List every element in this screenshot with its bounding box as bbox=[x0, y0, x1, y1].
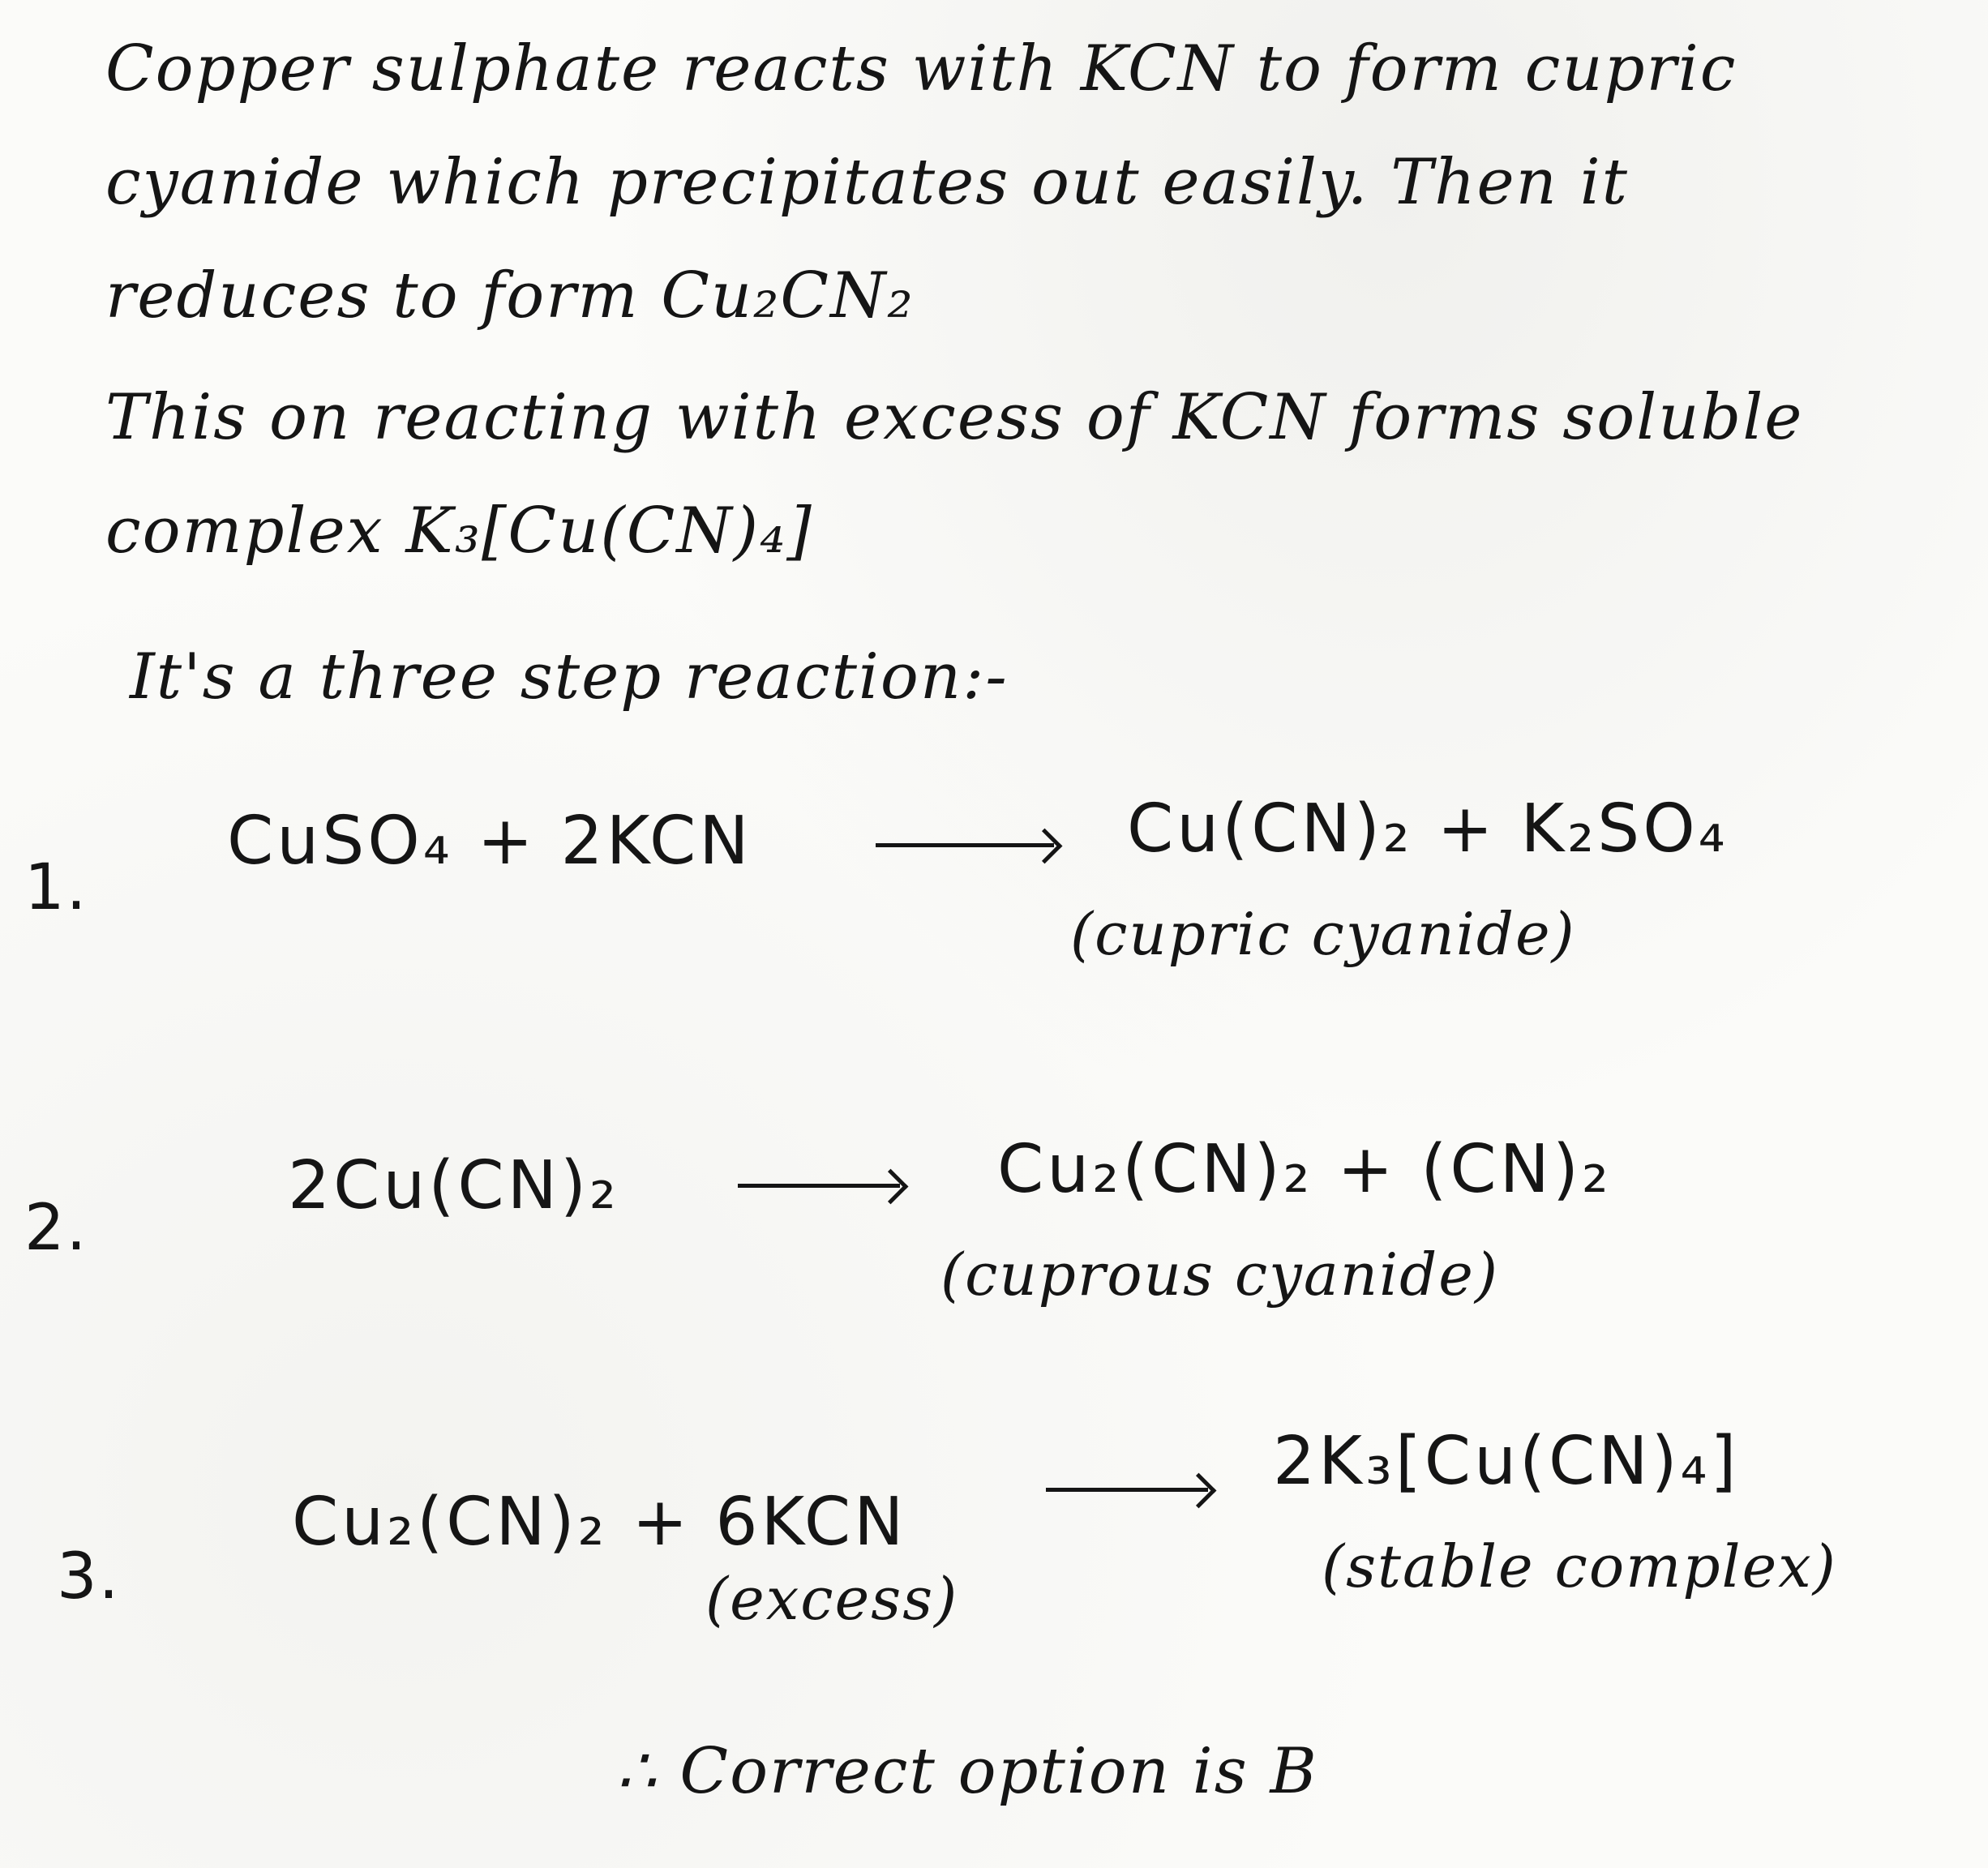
step-3-reactant-note: (excess) bbox=[705, 1565, 959, 1633]
intro-line-1: Copper sulphate reacts with KCN to form cupric bbox=[105, 32, 1737, 105]
step-2-note: (cuprous cyanide) bbox=[940, 1240, 1499, 1309]
step-2-products: Cu₂(CN)₂ + (CN)₂ bbox=[997, 1131, 1612, 1208]
intro-line-5: complex K₃[Cu(CN)₄] bbox=[105, 495, 813, 568]
intro-line-2: cyanide which precipitates out easily. Then it bbox=[105, 146, 1629, 219]
step-3-products: 2K₃[Cu(CN)₄] bbox=[1273, 1423, 1740, 1500]
intro-line-4: This on reacting with excess of KCN forms soluble bbox=[105, 381, 1804, 454]
step-1-arrow bbox=[876, 843, 1054, 847]
step-2-arrow bbox=[738, 1184, 900, 1188]
step-1-number: 1. bbox=[24, 851, 88, 924]
step-1-products: Cu(CN)₂ + K₂SO₄ bbox=[1127, 790, 1729, 868]
intro-line-3: reduces to form Cu₂CN₂ bbox=[105, 259, 915, 332]
step-1-reactants: CuSO₄ + 2KCN bbox=[227, 803, 752, 880]
step-2-reactants: 2Cu(CN)₂ bbox=[288, 1147, 619, 1224]
step-3-arrow bbox=[1046, 1488, 1208, 1492]
step-2-number: 2. bbox=[24, 1192, 88, 1265]
step-3-number: 3. bbox=[57, 1540, 121, 1613]
step-3-note: (stable complex) bbox=[1322, 1532, 1837, 1600]
step-1-note: (cupric cyanide) bbox=[1070, 900, 1576, 968]
steps-heading: It's a three step reaction:- bbox=[130, 641, 1009, 713]
conclusion: ∴ Correct option is B bbox=[616, 1735, 1318, 1808]
step-3-reactants: Cu₂(CN)₂ + 6KCN bbox=[292, 1484, 907, 1561]
